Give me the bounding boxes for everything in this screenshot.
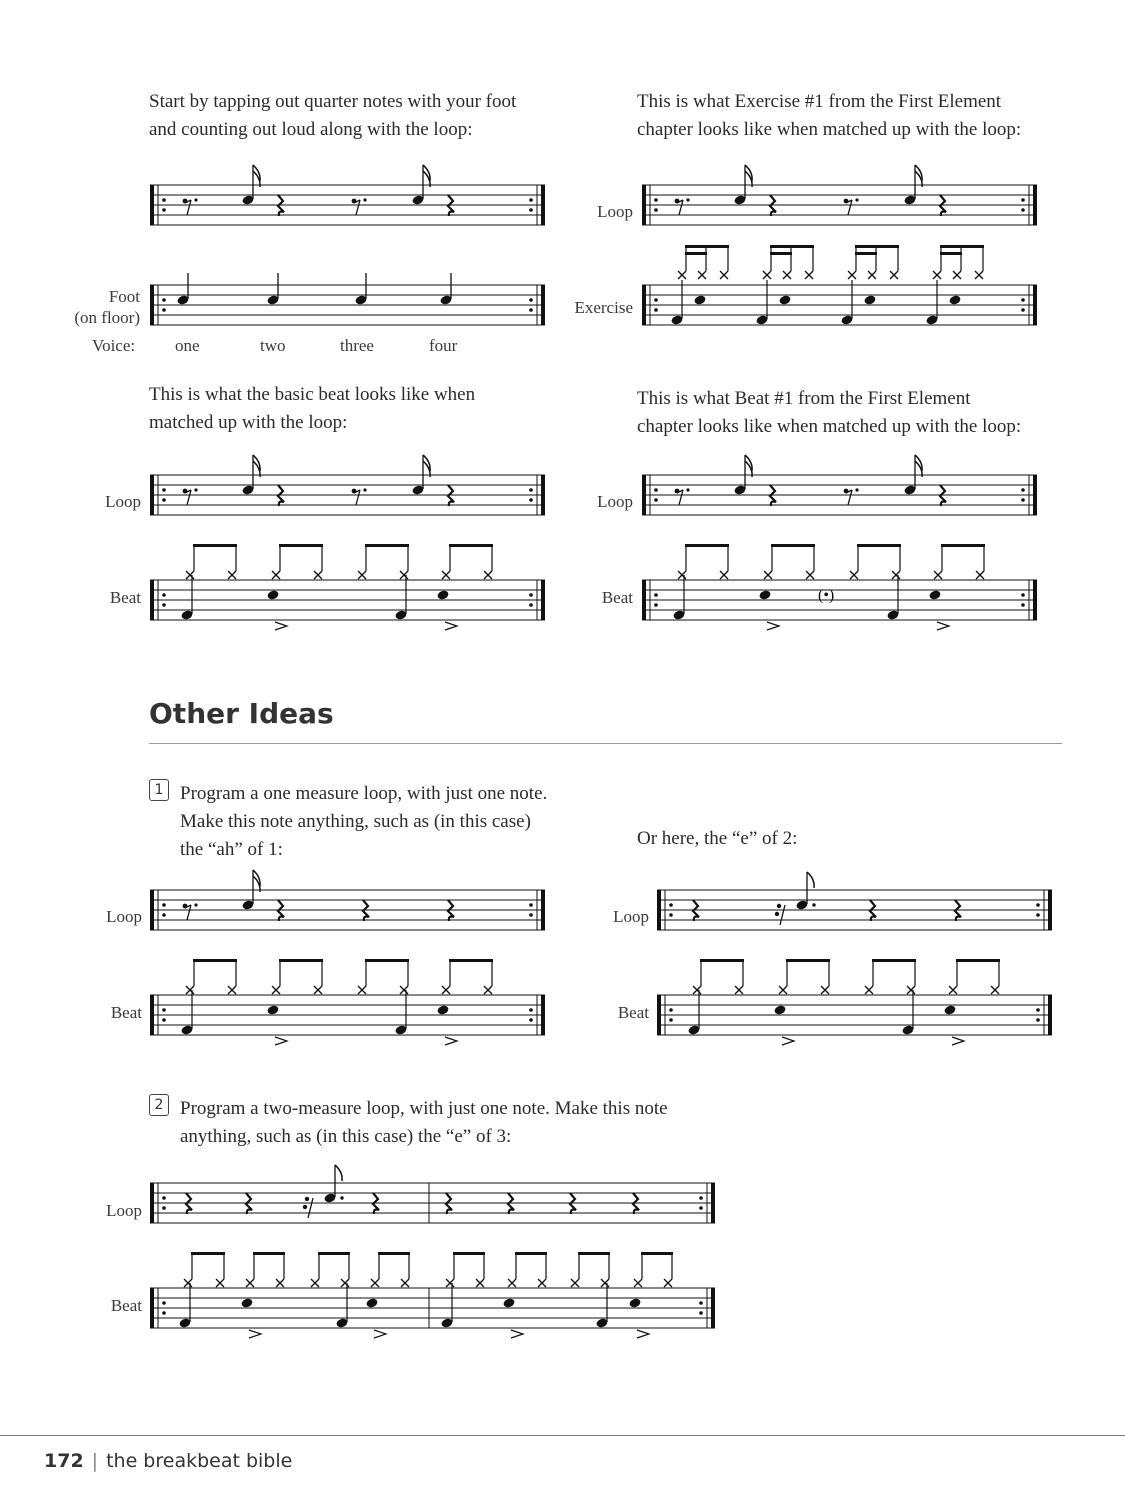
note-dot (812, 903, 815, 906)
staff-loop-exercise (642, 160, 1037, 235)
repeat-dot (1021, 308, 1025, 312)
beam (578, 1252, 610, 1255)
heading-rule (149, 743, 1062, 744)
staff-beat-idea1b (657, 955, 1052, 1040)
other-ideas-heading: Other Ideas (149, 697, 334, 730)
repeat-dot (1021, 198, 1025, 202)
repeat-start-bar (150, 1288, 154, 1328)
repeat-dot (162, 498, 166, 502)
repeat-dot (1036, 1008, 1040, 1012)
repeat-dot (1021, 603, 1025, 607)
snare-note (758, 589, 771, 600)
repeat-start-bar (642, 475, 646, 515)
note-flag (807, 872, 814, 888)
snare-note (928, 589, 941, 600)
idea-2-number: 2 (149, 1094, 169, 1116)
repeat-dot (162, 1301, 166, 1305)
snare-note (773, 1004, 786, 1015)
loop-label-idea1b: Loop (613, 907, 649, 926)
repeat-dot (1036, 903, 1040, 907)
repeat-dot (1021, 298, 1025, 302)
repeat-start-bar (657, 890, 661, 930)
rest-dot (686, 198, 689, 201)
snare-note (628, 1297, 641, 1308)
repeat-dot (669, 903, 673, 907)
beam (515, 1252, 547, 1255)
repeat-dot (529, 498, 533, 502)
beam (857, 544, 901, 547)
repeat-end-bar (1048, 995, 1052, 1035)
footer-separator: | (91, 1450, 99, 1472)
repeat-end-bar (541, 185, 545, 225)
idea-1-alt-text: Or here, the “e” of 2: (637, 828, 798, 849)
beat-label-beat1: Beat (601, 588, 633, 607)
snare-note (240, 1297, 253, 1308)
foot-label: Foot (on floor) (74, 287, 140, 327)
voice-count-two: two (260, 336, 286, 355)
snare-note (502, 1297, 515, 1308)
idea-1-text: Program a one measure loop, with just one note. Make this note anything, such as (in this case) the “ah” of 1: (180, 783, 548, 860)
repeat-end-bar (1033, 185, 1037, 225)
repeat-dot (654, 298, 658, 302)
voice-count-one: one (175, 336, 200, 355)
beam (786, 959, 830, 962)
repeat-dot (162, 1206, 166, 1210)
repeat-dot (654, 198, 658, 202)
beam (771, 544, 815, 547)
sixteenth-rest (775, 912, 779, 916)
accent-mark (275, 1037, 287, 1045)
beam (449, 544, 493, 547)
accent-mark (782, 1037, 794, 1045)
beam (378, 1252, 410, 1255)
beat-label-idea1a: Beat (110, 1003, 142, 1022)
sixteenth-rest (777, 904, 781, 908)
beam (453, 1252, 485, 1255)
voice-count-four: four (429, 336, 458, 355)
snare-note (693, 294, 706, 305)
beat-label-idea2: Beat (110, 1296, 142, 1315)
repeat-dot (654, 308, 658, 312)
accent-mark (937, 622, 949, 630)
note-dot (340, 1196, 343, 1199)
rest-dot (194, 903, 197, 906)
repeat-dot (162, 603, 166, 607)
repeat-start-bar (150, 890, 154, 930)
repeat-dot (162, 1008, 166, 1012)
page-number: 172 (44, 1450, 84, 1472)
note-flag (335, 1165, 342, 1181)
repeat-end-bar (1033, 285, 1037, 325)
staff-beat-idea1a (150, 955, 545, 1040)
repeat-dot (1021, 488, 1025, 492)
snare-note (266, 1004, 279, 1015)
staff-loop-idea2 (150, 1158, 715, 1233)
repeat-dot (529, 593, 533, 597)
beat-label-basic: Beat (109, 588, 141, 607)
repeat-start-bar (657, 995, 661, 1035)
accent-mark (275, 622, 287, 630)
beam (318, 1252, 350, 1255)
footer-rule (0, 1435, 1125, 1436)
repeat-dot (699, 1196, 703, 1200)
repeat-dot (654, 593, 658, 597)
idea-1-number: 1 (149, 779, 169, 801)
sixteenth-rest (308, 1198, 313, 1218)
repeat-dot (654, 603, 658, 607)
beam (940, 252, 962, 255)
repeat-dot (654, 488, 658, 492)
repeat-end-bar (541, 285, 545, 325)
beam (855, 245, 899, 248)
repeat-dot (529, 198, 533, 202)
snare-note (943, 1004, 956, 1015)
repeat-dot (699, 1311, 703, 1315)
repeat-end-bar (541, 890, 545, 930)
repeat-dot (669, 1018, 673, 1022)
accent-mark (445, 1037, 457, 1045)
snare-note (948, 294, 961, 305)
rest-dot (855, 198, 858, 201)
loop-label-idea2: Loop (106, 1201, 142, 1220)
snare-note (778, 294, 791, 305)
repeat-dot (699, 1206, 703, 1210)
repeat-start-bar (642, 580, 646, 620)
repeat-dot (1021, 498, 1025, 502)
staff-loop-idea1b (657, 865, 1052, 940)
staff-beat1 (642, 540, 1037, 625)
staff-exercise (642, 255, 1037, 335)
repeat-start-bar (150, 995, 154, 1035)
repeat-dot (529, 1008, 533, 1012)
staff-beat-idea2 (150, 1248, 715, 1333)
beam (641, 1252, 673, 1255)
repeat-dot (162, 1311, 166, 1315)
idea-2-text: Program a two-measure loop, with just one note. Make this note anything, such as (in this case) the “e” of 3: (180, 1098, 668, 1147)
accent-mark (445, 622, 457, 630)
repeat-dot (529, 208, 533, 212)
beam (956, 959, 1000, 962)
sixteenth-rest (305, 1197, 309, 1201)
beam (872, 959, 916, 962)
repeat-dot (529, 308, 533, 312)
repeat-dot (162, 298, 166, 302)
repeat-dot (162, 308, 166, 312)
book-title: the breakbeat bible (106, 1450, 293, 1472)
repeat-start-bar (642, 185, 646, 225)
loop-label-exercise: Loop (597, 202, 633, 221)
page-footer (44, 1450, 292, 1472)
repeat-dot (654, 208, 658, 212)
snare-note (436, 589, 449, 600)
repeat-end-bar (541, 995, 545, 1035)
beam (700, 959, 744, 962)
beam (855, 252, 877, 255)
snare-note (436, 1004, 449, 1015)
staff-loop-basic (150, 450, 545, 525)
repeat-dot (162, 1196, 166, 1200)
repeat-dot (162, 913, 166, 917)
rest-dot (194, 488, 197, 491)
basic-beat-intro-text: This is what the basic beat looks like when matched up with the loop: (149, 384, 476, 433)
voice-label: Voice: (92, 336, 136, 355)
accent-mark (952, 1037, 964, 1045)
staff-loop-idea1a (150, 865, 545, 940)
beam (685, 245, 729, 248)
repeat-start-bar (642, 285, 646, 325)
beam (253, 1252, 285, 1255)
beam (941, 544, 985, 547)
beat-label-idea1b: Beat (617, 1003, 649, 1022)
snare-note (266, 589, 279, 600)
ghost-note-marker: (•) (818, 587, 835, 604)
staff-beat-basic (150, 540, 545, 625)
beam (193, 544, 237, 547)
repeat-end-bar (1033, 475, 1037, 515)
repeat-start-bar (150, 185, 154, 225)
repeat-end-bar (541, 475, 545, 515)
sixteenth-rest (780, 905, 785, 925)
exercise-intro-text: This is what Exercise #1 from the First Element chapter looks like when matched up with the loop: (637, 91, 1022, 140)
staff-foot-quarter-notes (150, 260, 545, 335)
accent-mark (249, 1330, 261, 1338)
accent-mark (637, 1330, 649, 1338)
repeat-dot (529, 913, 533, 917)
repeat-start-bar (150, 1183, 154, 1223)
repeat-dot (529, 603, 533, 607)
foot-intro-text: Start by tapping out quarter notes with your foot and counting out loud along with the loop: (149, 91, 517, 140)
beam (770, 245, 814, 248)
beam (191, 1252, 225, 1255)
beam (193, 959, 237, 962)
rest-dot (363, 198, 366, 201)
loop-label-idea1a: Loop (106, 907, 142, 926)
beam (279, 959, 323, 962)
repeat-dot (529, 903, 533, 907)
repeat-dot (529, 298, 533, 302)
repeat-end-bar (711, 1288, 715, 1328)
beam (685, 544, 729, 547)
repeat-dot (654, 498, 658, 502)
repeat-dot (162, 903, 166, 907)
beat1-intro-text: This is what Beat #1 from the First Element chapter looks like when matched up with the loop: (637, 388, 1022, 437)
repeat-dot (699, 1301, 703, 1305)
staff-loop-beat1 (642, 450, 1037, 525)
loop-label-beat1: Loop (597, 492, 633, 511)
repeat-start-bar (150, 475, 154, 515)
beam (365, 544, 409, 547)
staff-loop-foot-exercise (150, 160, 545, 235)
beam (770, 252, 792, 255)
repeat-dot (1036, 913, 1040, 917)
beam (685, 252, 707, 255)
repeat-dot (529, 1018, 533, 1022)
loop-label-basic: Loop (105, 492, 141, 511)
snare-note (863, 294, 876, 305)
rest-dot (855, 488, 858, 491)
beam (279, 544, 323, 547)
repeat-dot (529, 488, 533, 492)
repeat-start-bar (150, 285, 154, 325)
accent-mark (511, 1330, 523, 1338)
repeat-end-bar (1033, 580, 1037, 620)
rest-dot (363, 488, 366, 491)
beam (365, 959, 409, 962)
repeat-dot (1036, 1018, 1040, 1022)
repeat-dot (162, 488, 166, 492)
voice-count-three: three (340, 336, 374, 355)
repeat-dot (162, 1018, 166, 1022)
beam (940, 245, 984, 248)
accent-mark (767, 622, 779, 630)
exercise-label: Exercise (574, 298, 633, 317)
repeat-dot (162, 198, 166, 202)
snare-note (365, 1297, 378, 1308)
beam (449, 959, 493, 962)
rest-dot (194, 198, 197, 201)
repeat-dot (1021, 208, 1025, 212)
accent-mark (374, 1330, 386, 1338)
rest-dot (686, 488, 689, 491)
repeat-end-bar (541, 580, 545, 620)
repeat-end-bar (1048, 890, 1052, 930)
repeat-dot (162, 593, 166, 597)
repeat-start-bar (150, 580, 154, 620)
repeat-end-bar (711, 1183, 715, 1223)
repeat-dot (162, 208, 166, 212)
repeat-dot (669, 1008, 673, 1012)
repeat-dot (1021, 593, 1025, 597)
repeat-dot (669, 913, 673, 917)
sixteenth-rest (303, 1205, 307, 1209)
